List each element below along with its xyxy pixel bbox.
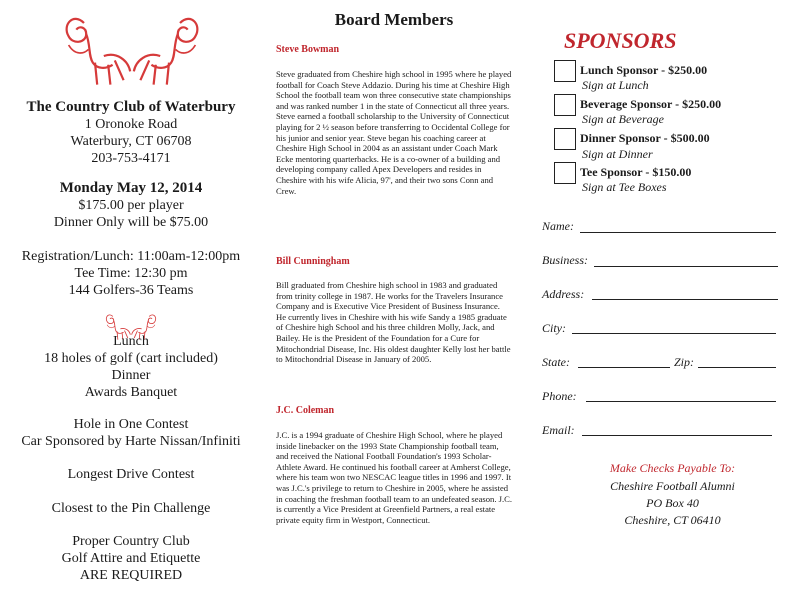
beverage-sponsor-checkbox[interactable] [554,94,576,116]
tee-sponsor-label: Tee Sponsor - $150.00 [580,165,692,179]
club-address-line2: Waterbury, CT 06708 [70,134,192,149]
event-date: Monday May 12, 2014 [59,180,203,196]
dinner-sponsor-checkbox[interactable] [554,128,576,150]
address-field[interactable] [592,299,778,300]
business-field-label: Business: [542,253,588,267]
board-members-title: Board Members [334,10,454,29]
club-phone: 203-753-4171 [91,151,171,166]
member-name-coleman: J.C. Coleman [276,405,335,416]
payment-heading: Make Checks Payable To: [609,461,736,475]
lunch-sponsor-checkbox[interactable] [554,60,576,82]
state-field-label: State: [542,355,570,369]
club-address-line1: 1 Oronoke Road [84,117,178,132]
included-item-dinner: Dinner [111,368,151,383]
payment-payee: Cheshire Football Alumni [610,479,735,493]
attire-line1: Proper Country Club [72,534,190,549]
member-name-bowman: Steve Bowman [276,44,340,55]
member-bio-cunningham: Bill graduated from Cheshire high school in 1983 and graduated from trinity college in 1987. He works for the Travelers Insurance Company and is Executive Vice President of Business Insurance. He currently lives in Cheshire with his wife Sandy a 1985 graduate of Cheshire high School and his three children Molly, Jack, and Bailey. He is the President of the Foundation for a Cure for Mitochondrial Disease, Inc. His oldest daughter Kelly lost her battle to Mitochondrial Disease in January of 2005. [276,280,511,365]
phone-field[interactable] [586,401,776,402]
payment-city: Cheshire, CT 06410 [624,513,721,527]
attire-line3: ARE REQUIRED [79,568,183,583]
member-bio-bowman: Steve graduated from Cheshire high school in 1995 where he played football for Coach Steve Addazio. During his time at Cheshire High School the football team won three consecutive state championships and was ranked number 1 in the state of Connecticut all three years. Steve earned a football scholarship to the University of Connecticut playing for 2 ½ season before transferring to Occidental College for his junior and senior year. Steve began his coaching career at Cheshire High School in 2004 as an assistant under Coach Mark Ecke mentoring quarterbacks. He is a co-owner of a building and developing company called Apex Developers and resides in Cheshire with his wife Alicia, 97', and their two sons Conn and Crew. [276,69,512,196]
tee-sponsor-checkbox[interactable] [554,162,576,184]
zip-field[interactable] [698,367,776,368]
contest-longest-drive: Longest Drive Contest [67,467,195,482]
address-field-label: Address: [542,287,585,301]
beverage-sponsor-sub: Sign at Beverage [582,112,664,126]
payment-po-box: PO Box 40 [646,496,699,510]
lunch-sponsor-sub: Sign at Lunch [582,78,649,92]
city-field-label: City: [542,321,566,335]
phone-field-label: Phone: [542,389,577,403]
rams-logo-icon [42,6,222,96]
contest-hole-in-one: Hole in One Contest [73,417,189,432]
tee-time: Tee Time: 12:30 pm [74,266,188,281]
contest-car-sponsor: Car Sponsored by Harte Nissan/Infiniti [21,434,241,449]
member-name-cunningham: Bill Cunningham [276,256,350,267]
player-price: $175.00 per player [78,198,184,213]
business-field[interactable] [594,266,778,267]
dinner-sponsor-label: Dinner Sponsor - $500.00 [580,131,710,145]
city-field[interactable] [572,333,776,334]
sponsors-title: SPONSORS [564,28,677,53]
state-field[interactable] [578,367,670,368]
dinner-sponsor-sub: Sign at Dinner [582,147,653,161]
included-item-banquet: Awards Banquet [84,385,178,400]
contest-closest-to-pin: Closest to the Pin Challenge [51,501,211,516]
included-item-lunch: Lunch [113,334,149,349]
email-field-label: Email: [542,423,575,437]
zip-field-label: Zip: [674,355,695,369]
member-bio-coleman: J.C. is a 1994 graduate of Cheshire High School, where he played inside linebacker on the 1993 State Championship football team, and received the National Football Foundation's 1993 Scholar-Athlete Award. He continued his football career at Amherst College, where his team won two NESCAC league titles in 1996 and 1997. It was J.C.'s privilege to return to Cheshire in 2005, where he assisted in coaching the freshman football team to an undefeated season. J.C. is currently a Vice President at Greenfield Partners, a real estate private equity firm in Westport, Connecticut. [276,430,513,525]
registration-time: Registration/Lunch: 11:00am-12:00pm [21,249,241,264]
beverage-sponsor-label: Beverage Sponsor - $250.00 [580,97,722,111]
name-field-label: Name: [542,219,574,233]
email-field[interactable] [582,435,772,436]
lunch-sponsor-label: Lunch Sponsor - $250.00 [580,63,708,77]
tee-sponsor-sub: Sign at Tee Boxes [582,180,667,194]
attire-line2: Golf Attire and Etiquette [61,551,201,566]
name-field[interactable] [580,232,776,233]
golfer-count: 144 Golfers-36 Teams [68,283,194,298]
dinner-only-price: Dinner Only will be $75.00 [53,215,209,230]
included-item-golf: 18 holes of golf (cart included) [44,351,218,366]
club-name: The Country Club of Waterbury [26,99,236,115]
